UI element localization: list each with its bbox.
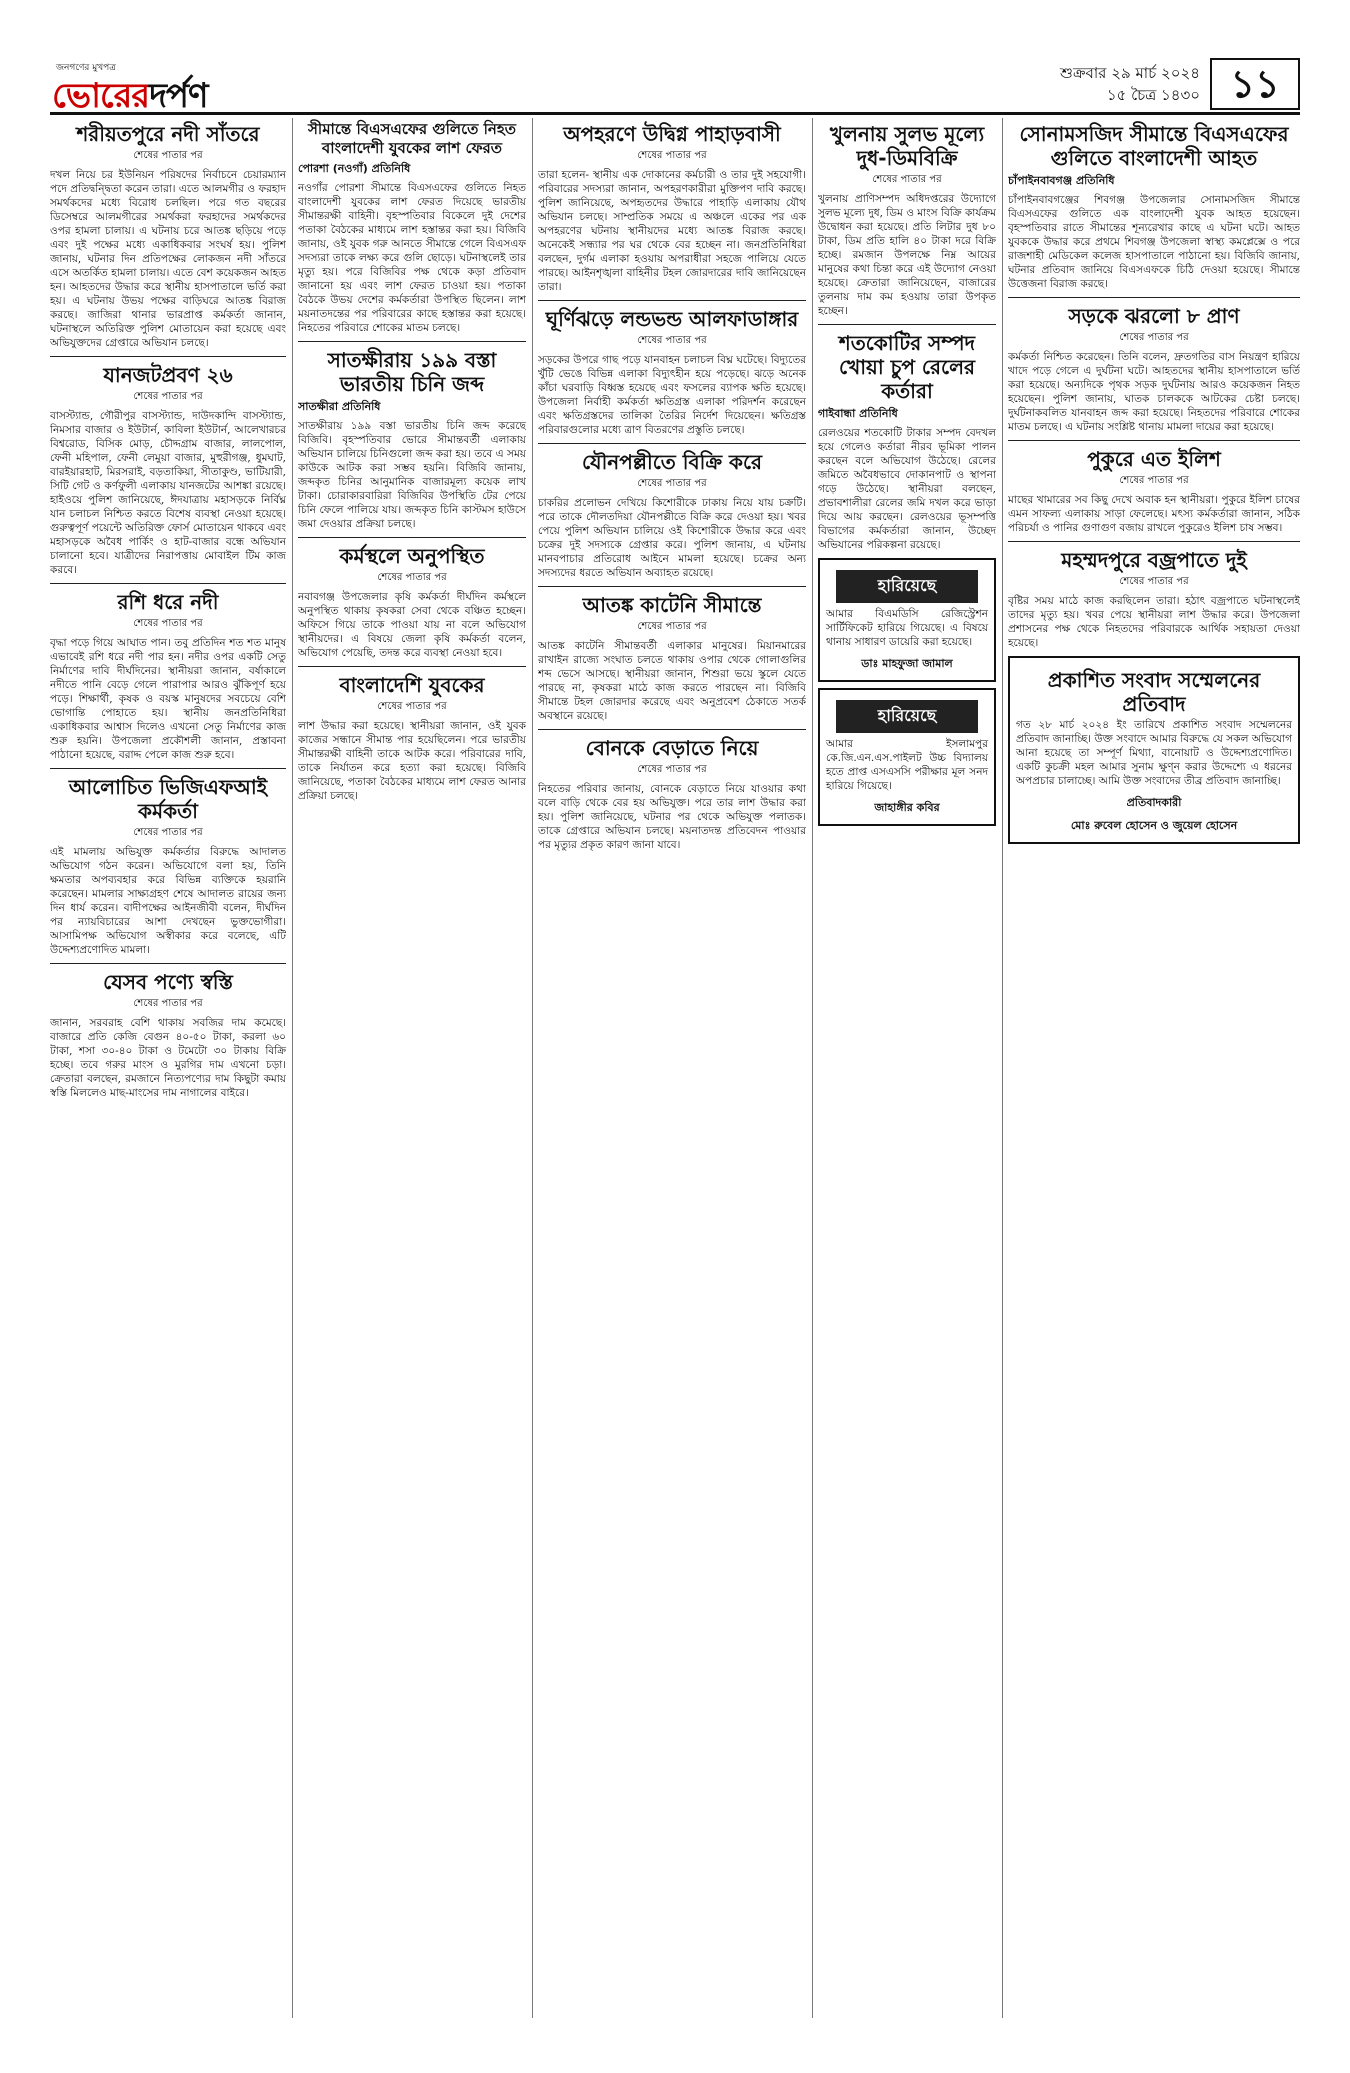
article-body: আতঙ্ক কাটেনি সীমান্তবর্তী এলাকার মানুষের। মিয়ানমারের রাখাইন রাজ্যে সংঘাত চলতে থাকায় ওপার থেকে গোলাগুলির শব্দ ভেসে আসছে। স্থানীয়রা জানান, শিশুরা ভয়ে স্কুলে যেতে পারছে না, কৃষকরা মাঠে কাজ করতে পারছেন না। বিজিবি সীমান্তে টহল জোরদার করেছে এবং অনুপ্রবেশ ঠেকাতে সতর্ক অবস্থানে রয়েছে।: [538, 640, 806, 722]
continued-label: শেষের পাতার পর: [1119, 475, 1189, 486]
article-body: নিহতের পরিবার জানায়, বোনকে বেড়াতে নিয়ে যাওয়ার কথা বলে বাড়ি থেকে বের হয় অভিযুক্ত। পরে তার লাশ উদ্ধার করা হয়। পুলিশ জানিয়েছে, ঘটনার পর থেকে অভিযুক্ত পলাতক। তাকে গ্রেপ্তারে অভিযান চলছে। ময়নাতদন্ত প্রতিবেদন পাওয়ার পর মৃত্যুর প্রকৃত কারণ জানা যাবে।: [538, 783, 806, 851]
notice-title: হারিয়েছে: [836, 570, 978, 603]
lost-notice: [818, 688, 996, 826]
continued-label: শেষের পাতার পর: [133, 150, 203, 161]
byline: চাঁপাইনবাবগঞ্জ প্রতিনিধি: [1008, 174, 1115, 187]
continued-label: শেষের পাতার পর: [133, 827, 203, 838]
headline: আলোচিত ভিজিএফআই কর্মকর্তা: [68, 775, 268, 823]
continued-label: শেষের পাতার পর: [637, 478, 707, 489]
headline: ঘূর্ণিঝড়ে লন্ডভন্ড আলফাডাঙ্গার: [545, 307, 799, 331]
column-divider: [292, 118, 293, 2018]
divider: [50, 356, 286, 357]
lost-notice: [818, 558, 996, 682]
column-divider: [812, 118, 813, 2018]
divider: [50, 963, 286, 964]
divider: [1008, 541, 1300, 542]
divider: [1008, 297, 1300, 298]
notice-signature: জাহাঙ্গীর কবির: [874, 801, 940, 814]
headline: যেসব পণ্যে স্বস্তি: [103, 970, 233, 994]
page-number: ১১: [1210, 58, 1300, 110]
headline: শতকোটির সম্পদ খোয়া চুপ রেলের কর্তারা: [838, 331, 976, 403]
notice-body: আমার ইসলামপুর কে.জি.এন.এস.পাইলট উচ্চ বিদ্যালয় হতে প্রাপ্ত এসএসসি পরীক্ষার মূল সনদ হারিয়ে গিয়েছে।: [826, 738, 988, 792]
notice-title: হারিয়েছে: [836, 700, 978, 733]
headline: সীমান্তে বিএসএফের গুলিতে নিহত বাংলাদেশী যুবকের লাশ ফেরত: [308, 120, 516, 157]
article-body: এই মামলায় অভিযুক্ত কর্মকর্তার বিরুদ্ধে আদালত অভিযোগ গঠন করেন। অভিযোগে বলা হয়, তিনি ক্ষমতার অপব্যবহার করে বিভিন্ন ব্যক্তিকে হয়রানি করেছেন। মামলার সাক্ষ্যগ্রহণ শেষে আদালত রায়ের জন্য দিন ধার্য করেন। বাদীপক্ষের আইনজীবী বলেন, দীর্ঘদিন পর ন্যায়বিচারের আশা দেখছেন ভুক্তভোগীরা। আসামিপক্ষ অভিযোগ অস্বীকার করে বলেছে, এটি উদ্দেশ্যপ্রণোদিত মামলা।: [50, 846, 286, 956]
article-body: বাসস্ট্যান্ড, গৌরীপুর বাসস্ট্যান্ড, দাউদকান্দি বাসস্ট্যান্ড, নিমসার বাজার ও ইউটার্ন, কাবিলা ইউটার্ন, আলেখারচর বিশ্বরোড, বিসিক মোড়, চৌদ্দগ্রাম বাজার, লালপোল, ফেনী মহিপাল, ফেনী লেমুয়া বাজার, মুহুরীগঞ্জ, ধুমঘাট, বারইয়ারহাট, মিরসরাই, বড়তাকিয়া, সীতাকুণ্ড, ভাটিয়ারী, সিটি গেট ও কর্ণফুলী এলাকায় যানজটের আশঙ্কা রয়েছে। হাইওয়ে পুলিশ জানিয়েছে, ঈদযাত্রায় মহাসড়কে নির্বিঘ্ন যান চলাচল নিশ্চিত করতে বিশেষ ব্যবস্থা নেওয়া হয়েছে। গুরুত্বপূর্ণ পয়েন্টে অতিরিক্ত ফোর্স মোতায়েন থাকবে এবং মহাসড়কে অবৈধ পার্কিং ও হাট-বাজার বন্ধে অভিযান চালানো হবে। যাত্রীদের নিরাপত্তায় মোবাইল টিম কাজ করবে।: [50, 410, 286, 576]
continued-label: শেষের পাতার পর: [637, 764, 707, 775]
protest-label: প্রতিবাদকারী: [1126, 796, 1182, 809]
continued-label: শেষের পাতার পর: [872, 174, 942, 185]
column-5: [1008, 118, 1300, 2018]
date-bangla: ১৫ চৈত্র ১৪৩০: [1106, 86, 1200, 104]
headline: মহম্মদপুরে বজ্রপাতে দুই: [1061, 548, 1247, 572]
protest-title: প্রকাশিত সংবাদ সম্মেলনের প্রতিবাদ: [1047, 668, 1261, 716]
article-body: তারা হলেন- স্থানীয় এক দোকানের কর্মচারী ও তার দুই সহযোগী। পরিবারের সদস্যরা জানান, অপহরণকারীরা মুক্তিপণ দাবি করছে। পুলিশ জানিয়েছে, অপহৃতদের উদ্ধারে পাহাড়ি এলাকায় যৌথ অভিযান চলছে। সাম্প্রতিক সময়ে এ অঞ্চলে একের পর এক অপহরণের ঘটনায় স্থানীয়দের মধ্যে আতঙ্ক বিরাজ করছে। অনেকেই সন্ধ্যার পর ঘর থেকে বের হচ্ছেন না। জনপ্রতিনিধিরা বলছেন, দুর্গম এলাকা হওয়ায় অপরাধীরা সহজে পালিয়ে যেতে পারছে। আইনশৃঙ্খলা বাহিনীর টহল জোরদারের দাবি জানিয়েছেন তারা।: [538, 169, 806, 293]
tagline: জনগণের মুখপত্র: [56, 63, 116, 73]
byline: গাইবান্ধা প্রতিনিধি: [818, 407, 898, 420]
continued-label: শেষের পাতার পর: [637, 621, 707, 632]
article-body: সড়কের উপরে গাছ পড়ে যানবাহন চলাচল বিঘ্ন ঘটেছে। বিদ্যুতের খুঁটি ভেঙে বিভিন্ন এলাকা বিদ্যুৎহীন হয়ে পড়েছে। ঝড়ে অনেক কাঁচা ঘরবাড়ি বিধ্বস্ত হয়েছে এবং ফসলের ব্যাপক ক্ষতি হয়েছে। উপজেলা নির্বাহী কর্মকর্তা ক্ষতিগ্রস্ত এলাকা পরিদর্শন করেছেন এবং ক্ষতিগ্রস্তদের তালিকা তৈরির নির্দেশ দিয়েছেন। ক্ষতিগ্রস্ত পরিবারগুলোর মধ্যে ত্রাণ বিতরণের প্রস্তুতি চলছে।: [538, 354, 806, 436]
article-body: জানান, সরবরাহ বেশি থাকায় সবজির দাম কমেছে। বাজারে প্রতি কেজি বেগুন ৪০-৫০ টাকা, করলা ৬০ টাকা, শসা ৩০-৪০ টাকা ও টমেটো ৩০ টাকায় বিক্রি হচ্ছে। তবে গরুর মাংস ও মুরগির দাম এখনো চড়া। ক্রেতারা বলছেন, রমজানে নিত্যপণ্যের দাম কিছুটা কমায় স্বস্তি মিললেও মাছ-মাংসের দাম নাগালের বাইরে।: [50, 1017, 286, 1099]
masthead-rule: [50, 112, 1300, 115]
logo-part-black: দর্পণ: [149, 76, 208, 116]
article-body: চাকরির প্রলোভন দেখিয়ে কিশোরীকে ঢাকায় নিয়ে যায় চক্রটি। পরে তাকে দৌলতদিয়া যৌনপল্লীতে বিক্রি করে দেওয়া হয়। খবর পেয়ে পুলিশ অভিযান চালিয়ে ওই কিশোরীকে উদ্ধার করে এবং চক্রের দুই সদস্যকে গ্রেপ্তার করে। পুলিশ জানায়, এ ঘটনায় মানবপাচার প্রতিরোধ আইনে মামলা হয়েছে। চক্রের অন্য সদস্যদের ধরতে অভিযান অব্যাহত রয়েছে।: [538, 497, 806, 579]
divider: [298, 341, 526, 342]
continued-label: শেষের পাতার পর: [377, 701, 447, 712]
divider: [538, 586, 806, 587]
logo-part-red: ভোরের: [52, 76, 150, 116]
column-2: [298, 118, 526, 2018]
continued-label: শেষের পাতার পর: [133, 391, 203, 402]
byline: পোরশা (নওগাঁ) প্রতিনিধি: [298, 162, 411, 175]
article-body: নবাবগঞ্জ উপজেলার কৃষি কর্মকর্তা দীর্ঘদিন কর্মস্থলে অনুপস্থিত থাকায় কৃষকরা সেবা থেকে বঞ্চিত হচ্ছেন। অফিসে গিয়ে তাকে পাওয়া যায় না বলে অভিযোগ স্থানীয়দের। এ বিষয়ে জেলা কৃষি কর্মকর্তা বলেন, অভিযোগ পেয়েছি, তদন্ত করে ব্যবস্থা নেওয়া হবে।: [298, 591, 526, 659]
continued-label: শেষের পাতার পর: [637, 150, 707, 161]
continued-label: শেষের পাতার পর: [133, 618, 203, 629]
article-body: নওগাঁর পোরশা সীমান্তে বিএসএফের গুলিতে নিহত বাংলাদেশী যুবকের লাশ ফেরত দিয়েছে ভারতীয় সীমান্তরক্ষী বাহিনী। বৃহস্পতিবার বিকেলে দুই দেশের পতাকা বৈঠকের মাধ্যমে লাশ হস্তান্তর করা হয়। বিজিবি জানায়, ওই যুবক গরু আনতে সীমান্তে গেলে বিএসএফ সদস্যরা তাকে লক্ষ্য করে গুলি ছোড়ে। ঘটনাস্থলেই তার মৃত্যু হয়। পরে বিজিবির পক্ষ থেকে কড়া প্রতিবাদ জানানো হয় এবং লাশ ফেরত চাওয়া হয়। পতাকা বৈঠকে উভয় দেশের কর্মকর্তারা উপস্থিত ছিলেন। লাশ ময়নাতদন্তের পর পরিবারের কাছে হস্তান্তর করা হয়েছে। নিহতের পরিবারে শোকের মাতম চলছে।: [298, 182, 526, 334]
article-body: সাতক্ষীরায় ১৯৯ বস্তা ভারতীয় চিনি জব্দ করেছে বিজিবি। বৃহস্পতিবার ভোরে সীমান্তবর্তী এলাকায় অভিযান চালিয়ে চিনিগুলো জব্দ করা হয়। তবে এ সময় কাউকে আটক করা সম্ভব হয়নি। বিজিবি জানায়, জব্দকৃত চিনির আনুমানিক বাজারমূল্য কয়েক লাখ টাকা। চোরাকারবারিরা বিজিবির উপস্থিতি টের পেয়ে চিনি ফেলে পালিয়ে যায়। জব্দকৃত চিনি কাস্টমস হাউসে জমা দেওয়ার প্রক্রিয়া চলছে।: [298, 420, 526, 530]
article-body: চাঁপাইনবাবগঞ্জের শিবগঞ্জ উপজেলার সোনামসজিদ সীমান্তে বিএসএফের গুলিতে এক বাংলাদেশী যুবক আহত হয়েছেন। বৃহস্পতিবার রাতে সীমান্তের শূন্যরেখার কাছে এ ঘটনা ঘটে। আহত যুবককে উদ্ধার করে প্রথমে শিবগঞ্জ উপজেলা স্বাস্থ্য কমপ্লেক্সে ও পরে রাজশাহী মেডিকেল কলেজ হাসপাতালে পাঠানো হয়। বিজিবি জানায়, ঘটনার প্রতিবাদ জানিয়ে বিএসএফকে চিঠি দেওয়া হয়েছে। সীমান্তে উত্তেজনা বিরাজ করছে।: [1008, 194, 1300, 290]
issue-date: [1060, 62, 1200, 106]
article-body: কর্মকর্তা নিশ্চিত করেছেন। তিনি বলেন, দ্রুতগতির বাস নিয়ন্ত্রণ হারিয়ে খাদে পড়ে গেলে এ দুর্ঘটনা ঘটে। আহতদের স্থানীয় হাসপাতালে ভর্তি করা হয়েছে। অন্যদিকে পৃথক সড়ক দুর্ঘটনায় আরও কয়েকজন নিহত হয়েছেন। পুলিশ জানায়, ঘাতক চালককে আটকের চেষ্টা চলছে। দুর্ঘটনাকবলিত যানবাহন জব্দ করা হয়েছে। নিহতদের পরিবারে শোকের মাতম চলছে। এ ঘটনায় সংশ্লিষ্ট থানায় মামলা দায়ের করা হয়েছে।: [1008, 351, 1300, 433]
divider: [298, 537, 526, 538]
headline: যানজটপ্রবণ ২৬: [103, 363, 233, 387]
byline: সাতক্ষীরা প্রতিনিধি: [298, 400, 381, 413]
protest-body: গত ২৮ মার্চ ২০২৪ ইং তারিখে প্রকাশিত সংবাদ সম্মেলনের প্রতিবাদ জানাচ্ছি। উক্ত সংবাদে আমার বিরুদ্ধে যে সকল অভিযোগ আনা হয়েছে তা সম্পূর্ণ মিথ্যা, বানোয়াট ও উদ্দেশ্যপ্রণোদিত। একটি কুচক্রী মহল আমার সুনাম ক্ষুণ্ন করার উদ্দেশ্যে এ ধরনের অপপ্রচার চালাচ্ছে। আমি উক্ত সংবাদের তীব্র প্রতিবাদ জানাচ্ছি।: [1016, 719, 1292, 787]
column-4: [818, 118, 996, 2018]
divider: [538, 300, 806, 301]
article-body: বৃষ্টির সময় মাঠে কাজ করছিলেন তারা। হঠাৎ বজ্রপাতে ঘটনাস্থলেই তাদের মৃত্যু হয়। খবর পেয়ে স্থানীয়রা লাশ উদ্ধার করে। উপজেলা প্রশাসনের পক্ষ থেকে নিহতদের পরিবারকে আর্থিক সহায়তা দেওয়া হয়েছে।: [1008, 595, 1300, 649]
headline: সোনামসজিদ সীমান্তে বিএসএফের গুলিতে বাংলাদেশী আহত: [1019, 122, 1289, 170]
continued-label: শেষের পাতার পর: [1119, 332, 1189, 343]
divider: [298, 666, 526, 667]
article-body: খুলনায় প্রাণিসম্পদ অধিদপ্তরের উদ্যোগে সুলভ মূল্যে দুধ, ডিম ও মাংস বিক্রি কার্যক্রম উদ্বোধন করা হয়েছে। প্রতি লিটার দুধ ৮০ টাকা, ডিম প্রতি হালি ৪০ টাকা দরে বিক্রি হচ্ছে। রমজান উপলক্ষে নিম্ন আয়ের মানুষের কথা চিন্তা করে এই উদ্যোগ নেওয়া হয়েছে। ক্রেতারা জানিয়েছেন, বাজারের তুলনায় দাম কম হওয়ায় তারা উপকৃত হচ্ছেন।: [818, 193, 996, 317]
headline: কর্মস্থলে অনুপস্থিত: [339, 544, 485, 568]
headline: বাংলাদেশি যুবকের: [339, 673, 485, 697]
headline: সড়কে ঝরলো ৮ প্রাণ: [1068, 304, 1240, 328]
continued-label: শেষের পাতার পর: [1119, 576, 1189, 587]
headline: বোনকে বেড়াতে নিয়ে: [585, 736, 759, 760]
headline: রশি ধরে নদী: [117, 590, 219, 614]
protest-notice: [1008, 656, 1300, 844]
column-3: [538, 118, 806, 2018]
continued-label: শেষের পাতার পর: [133, 998, 203, 1009]
headline: খুলনায় সুলভ মূল্যে দুধ-ডিমবিক্রি: [829, 122, 985, 170]
divider: [818, 324, 996, 325]
article-body: বৃদ্ধা পড়ে গিয়ে আঘাত পান। তবু প্রতিদিন শত শত মানুষ এভাবেই রশি ধরে নদী পার হন। নদীর ওপর একটি সেতু নির্মাণের দাবি দীর্ঘদিনের। স্থানীয়রা জানান, বর্ষাকালে নদীতে পানি বেড়ে গেলে পারাপার আরও ঝুঁকিপূর্ণ হয়ে পড়ে। শিক্ষার্থী, কৃষক ও বয়স্ক মানুষদের সবচেয়ে বেশি ভোগান্তি পোহাতে হয়। স্থানীয় জনপ্রতিনিধিরা একাধিকবার আশ্বাস দিলেও এখনো সেতু নির্মাণের কাজ শুরু হয়নি। উপজেলা প্রকৌশলী জানান, প্রস্তাবনা পাঠানো হয়েছে, বরাদ্দ পেলে কাজ শুরু হবে।: [50, 637, 286, 761]
article-body: দখল নিয়ে চর ইউনিয়ন পরিষদের নির্বাচনে চেয়ারম্যান পদে প্রতিদ্বন্দ্বিতা করেন তারা। এতে আলমগীর ও ফরহাদ সমর্থকদের মধ্যে বিরোধ চলছিল। পরে গত বছরের ডিসেম্বরে আলমগীরের সমর্থকরা ফরহাদের সমর্থকদের ওপর হামলা চালায়। এ ঘটনায় চরে আতঙ্ক ছড়িয়ে পড়ে এবং দুই পক্ষের মধ্যে একাধিকবার সংঘর্ষ হয়। পুলিশ জানায়, ঘটনার দিন প্রতিপক্ষের লোকজন নদী সাঁতরে এসে অতর্কিত হামলা চালায়। এতে বেশ কয়েকজন আহত হন। আহতদের উদ্ধার করে স্থানীয় হাসপাতালে ভর্তি করা হয়। এ ঘটনায় উভয় পক্ষের বাড়িঘরে আতঙ্ক বিরাজ করছে। জাজিরা থানার ভারপ্রাপ্ত কর্মকর্তা জানান, ঘটনাস্থলে অতিরিক্ত পুলিশ মোতায়েন করা হয়েছে এবং অভিযুক্তদের গ্রেপ্তারে অভিযান চলছে।: [50, 169, 286, 349]
headline: অপহরণে উদ্বিগ্ন পাহাড়বাসী: [563, 122, 781, 146]
notice-signature: ডাঃ মাহফুজা জামাল: [861, 657, 953, 670]
notice-body: আমার বিএমডিসি রেজিস্ট্রেশন সার্টিফিকেট হারিয়ে গিয়েছে। এ বিষয়ে থানায় সাধারণ ডায়েরি করা হয়েছে।: [826, 608, 988, 648]
protest-signature: মোঃ রুবেল হোসেন ও জুয়েল হোসেন: [1070, 819, 1238, 832]
headline: শরীয়তপুরে নদী সাঁতরে: [76, 122, 260, 146]
masthead: [0, 0, 1350, 116]
divider: [1008, 440, 1300, 441]
headline: পুকুরে এত ইলিশ: [1087, 447, 1221, 471]
column-divider: [1002, 118, 1003, 2018]
article-body: রেলওয়ের শতকোটি টাকার সম্পদ বেদখল হয়ে গেলেও কর্তারা নীরব ভূমিকা পালন করছেন বলে অভিযোগ উঠেছে। রেলের জমিতে অবৈধভাবে দোকানপাট ও স্থাপনা গড়ে উঠেছে। স্থানীয়রা বলছেন, প্রভাবশালীরা রেলের জমি দখল করে ভাড়া দিয়ে আয় করছেন। রেলওয়ের ভূসম্পত্তি বিভাগের কর্মকর্তারা জানান, উচ্ছেদ অভিযানের পরিকল্পনা রয়েছে।: [818, 427, 996, 551]
headline: যৌনপল্লীতে বিক্রি করে: [581, 450, 763, 474]
divider: [50, 583, 286, 584]
divider: [50, 768, 286, 769]
divider: [538, 729, 806, 730]
article-body: মাছের খামারের সব কিছু দেখে অবাক হন স্থানীয়রা। পুকুরে ইলিশ চাষের এমন সাফল্য এলাকায় সাড়া ফেলেছে। মৎস্য কর্মকর্তারা জানান, সঠিক পরিচর্যা ও পানির গুণাগুণ বজায় রাখলে পুকুরেও ইলিশ চাষ সম্ভব।: [1008, 494, 1300, 534]
headline: আতঙ্ক কাটেনি সীমান্তে: [582, 593, 762, 617]
column-1: [50, 118, 286, 2018]
headline: সাতক্ষীরায় ১৯৯ বস্তা ভারতীয় চিনি জব্দ: [327, 348, 497, 396]
divider: [538, 443, 806, 444]
continued-label: শেষের পাতার পর: [637, 335, 707, 346]
article-body: লাশ উদ্ধার করা হয়েছে। স্থানীয়রা জানান, ওই যুবক কাজের সন্ধানে সীমান্ত পার হয়েছিলেন। পরে ভারতীয় সীমান্তরক্ষী বাহিনী তাকে আটক করে। পরিবারের দাবি, তাকে নির্যাতন করে হত্যা করা হয়েছে। বিজিবি জানিয়েছে, পতাকা বৈঠকের মাধ্যমে লাশ ফেরত আনার প্রক্রিয়া চলছে।: [298, 720, 526, 802]
date-gregorian: শুক্রবার ২৯ মার্চ ২০২৪: [1060, 64, 1200, 82]
continued-label: শেষের পাতার পর: [377, 572, 447, 583]
column-divider: [532, 118, 533, 2018]
